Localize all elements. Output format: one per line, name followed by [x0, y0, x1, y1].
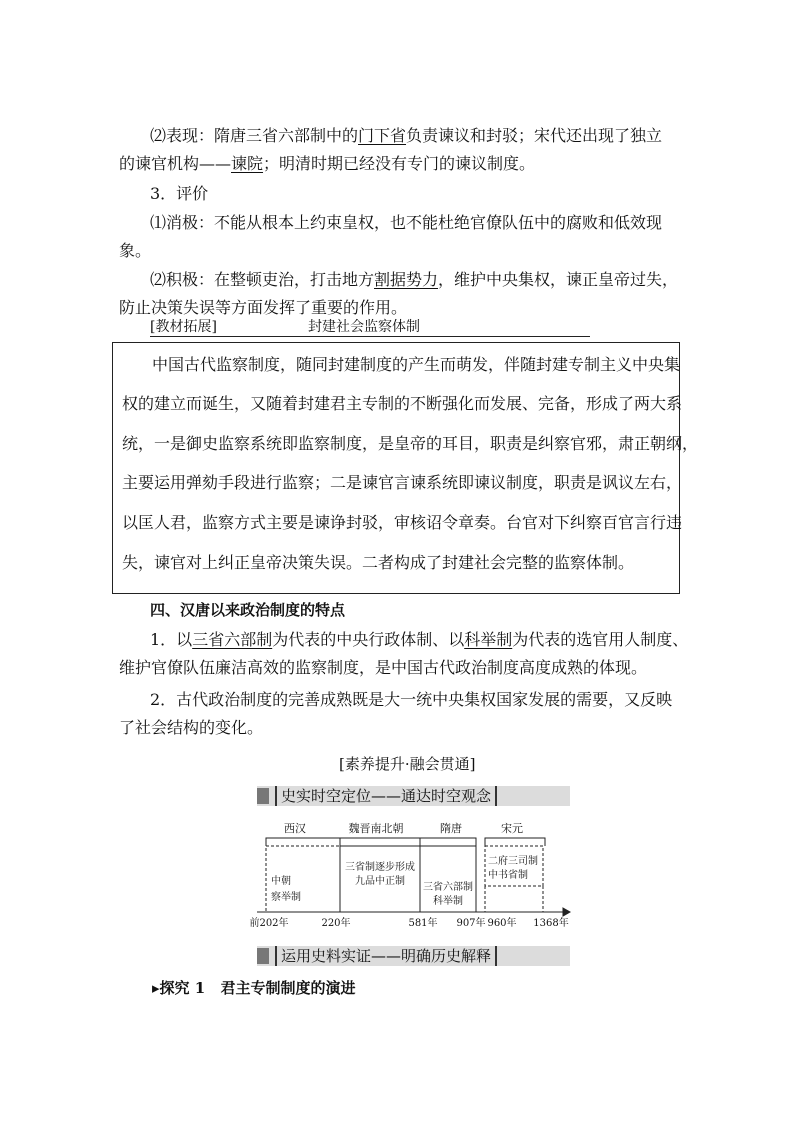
- section4-point1-line1: [150, 630, 710, 650]
- textbook-expansion-header: [150, 316, 590, 337]
- expansion-line: 主要运用弹劾手段进行监察；二是谏官言谏系统即谏议制度，职责是讽议左右，: [122, 473, 683, 492]
- box-text: 中朝: [271, 876, 291, 887]
- positive-paragraph-line2: 防止决策失误等方面发挥了重要的作用。: [119, 298, 408, 317]
- period-labels: [284, 821, 523, 835]
- underlined-term: 科举制: [464, 630, 513, 649]
- negative-paragraph-line1: ⑴消极：不能从根本上约束皇权，也不能杜绝官僚队伍中的腐败和低效现: [150, 213, 663, 232]
- banner-text: 史实时空定位——通达时空观念: [275, 786, 497, 806]
- underlined-term: 门下省: [358, 126, 407, 145]
- year-label: 1368年: [533, 918, 569, 929]
- dynasty-timeline: [245, 820, 585, 930]
- expansion-line: 以匡人君，监察方式主要是谏诤封驳，审核诏令章奏。台官对下纠察百官言行违: [122, 513, 683, 532]
- banner-square-icon: [257, 948, 269, 964]
- period-label: 西汉: [284, 822, 306, 835]
- year-label: 220年: [321, 918, 351, 929]
- text: ⑵积极：在整顿吏治，打击地方: [150, 270, 375, 289]
- explore-title: 君主专制制度的演进: [220, 979, 356, 997]
- box-text: 三省制逐步形成: [345, 862, 415, 873]
- text: 负责谏议和封驳；宋代还出现了独立: [406, 126, 663, 145]
- underlined-term: 三省六部制: [192, 630, 273, 649]
- bracket-weijin: [340, 838, 420, 846]
- box-text: 二府三司制: [488, 856, 538, 867]
- evidence-banner: [257, 946, 570, 966]
- text: 为代表的选官用人制度、: [512, 630, 689, 649]
- box-text: 中书省制: [488, 870, 528, 881]
- section4-point2-line2: 了社会结构的变化。: [119, 718, 264, 737]
- box-text: 察举制: [271, 892, 301, 903]
- box-text: 三省六部制: [423, 882, 473, 893]
- text: ⑵表现：隋唐三省六部制中的: [150, 126, 359, 145]
- text: ；明清时期已经没有专门的谏议制度。: [263, 154, 536, 173]
- year-label: 前202年: [249, 918, 289, 929]
- underlined-term: 谏院: [231, 154, 264, 173]
- expansion-line: 权的建立而诞生，又随着封建君主专制的不断强化而发展、完备，形成了两大系: [122, 394, 683, 413]
- bracket-suitang: [420, 838, 476, 846]
- year-label: 960年: [487, 918, 517, 929]
- time-axis: [257, 908, 570, 916]
- bracket-songyuan: [485, 838, 545, 846]
- text: 1．以: [150, 630, 193, 649]
- expression-paragraph-line1: [150, 126, 710, 146]
- axis-arrow: [563, 908, 570, 916]
- box-texts: [271, 854, 538, 907]
- section4-point2-line1: 2．古代政治制度的完善成熟既是大一统中央集权国家发展的需要，又反映: [150, 690, 673, 709]
- box-text: 科举制: [433, 896, 463, 907]
- text: 的谏官机构——: [119, 154, 232, 173]
- expansion-line: 失，谏官对上纠正皇帝决策失误。二者构成了封建社会完整的监察体制。: [122, 553, 635, 572]
- banner-text: 运用史料实证——明确历史解释: [275, 946, 497, 966]
- negative-paragraph-line2: 象。: [119, 241, 152, 260]
- year-label: 907年: [456, 918, 486, 929]
- positive-paragraph-line1: [150, 270, 710, 290]
- expansion-tag: [教材拓展]: [150, 319, 217, 335]
- period-label: 隋唐: [440, 822, 462, 835]
- banner-square-icon: [257, 788, 269, 804]
- expansion-title: 封建社会监察体制: [308, 319, 420, 335]
- text: 为代表的中央行政体制、以: [272, 630, 465, 649]
- period-brackets: [266, 838, 545, 846]
- literacy-heading: [素养提升·融会贯通]: [339, 755, 476, 773]
- bracket-xihan: [266, 838, 340, 846]
- explore-label: ▸探究 1: [152, 979, 206, 997]
- explore-heading: [152, 978, 712, 998]
- underlined-term: 割据势力: [374, 270, 439, 289]
- time-space-banner: [257, 786, 570, 806]
- period-label: 宋元: [501, 822, 523, 835]
- expression-paragraph-line2: [119, 154, 679, 174]
- section4-heading: 四、汉唐以来政治制度的特点: [150, 601, 346, 619]
- text: ，维护中央集权，谏正皇帝过失，: [438, 270, 679, 289]
- expansion-box: [112, 342, 699, 594]
- box-text: 九品中正制: [355, 876, 405, 887]
- year-labels: [249, 916, 568, 929]
- expansion-line: 中国古代监察制度，随同封建制度的产生而萌发，伴随封建专制主义中央集: [152, 355, 681, 374]
- year-label: 581年: [408, 918, 438, 929]
- expansion-line: 统，一是御史监察系统即监察制度，是皇帝的耳目，职责是纠察官邪，肃正朝纲，: [122, 434, 699, 453]
- evaluation-heading: 3．评价: [150, 184, 209, 203]
- section4-point1-line2: 维护官僚队伍廉洁高效的监察制度，是中国古代政治制度高度成熟的体现。: [119, 658, 648, 677]
- period-label: 魏晋南北朝: [348, 822, 404, 835]
